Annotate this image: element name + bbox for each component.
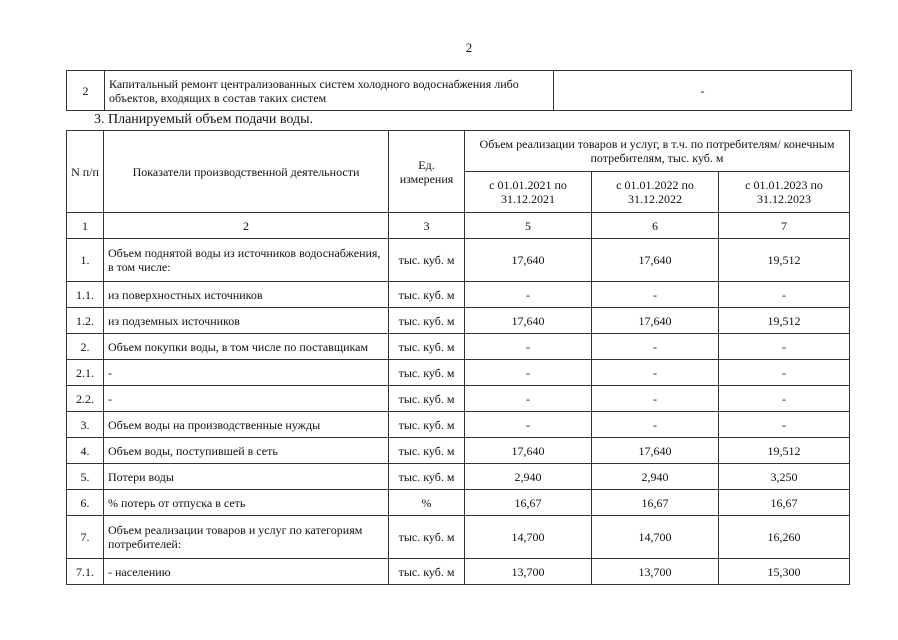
row-indicator-cell: - [104,360,389,386]
header-row [67,131,850,172]
row-number-cell: 7.1. [67,559,104,585]
table-row [67,559,850,585]
row-value-2022: 17,640 [592,239,719,282]
row-value-2023: - [719,360,850,386]
row-unit-cell: тыс. куб. м [389,559,465,585]
header-period-2021: с 01.01.2021 по 31.12.2021 [465,172,592,213]
row-value-2023: - [719,412,850,438]
row-value-2021: 13,700 [465,559,592,585]
row-indicator-cell: Потери воды [104,464,389,490]
top-table [66,70,852,111]
row-indicator-cell: Объем воды, поступившей в сеть [104,438,389,464]
row-value-2021: - [465,334,592,360]
column-number: 7 [719,213,850,239]
row-value-2022: 17,640 [592,438,719,464]
row-value-2023: - [719,386,850,412]
row-value-2021: - [465,282,592,308]
row-value-2023: 19,512 [719,308,850,334]
row-number-cell: 1. [67,239,104,282]
table-row [67,386,850,412]
row-value-2022: 2,940 [592,464,719,490]
row-number-cell: 2. [67,334,104,360]
table-row [67,516,850,559]
row-value-2023: 16,260 [719,516,850,559]
row-value-2021: 14,700 [465,516,592,559]
header-volume-group: Объем реализации товаров и услуг, в т.ч. по потребителям/ конечным потребителям, тыс. куб. м [465,131,850,172]
row-unit-cell: тыс. куб. м [389,412,465,438]
row-indicator-cell: Объем поднятой воды из источников водоснабжения, в том числе: [104,239,389,282]
row-value-2022: - [592,412,719,438]
row-indicator-cell: Объем воды на производственные нужды [104,412,389,438]
table-row [67,360,850,386]
row-value-2021: - [465,386,592,412]
row-value-2023: 19,512 [719,239,850,282]
table-row [67,490,850,516]
row-unit-cell: % [389,490,465,516]
row-value-2023: 3,250 [719,464,850,490]
column-number: 2 [104,213,389,239]
page-number: 2 [465,40,473,55]
row-unit-cell: тыс. куб. м [389,239,465,282]
row-number-cell: 2.2. [67,386,104,412]
table-row [67,438,850,464]
row-indicator-cell: - населению [104,559,389,585]
section-heading: 3. Планируемый объем подачи воды. [94,112,314,127]
row-number-cell: 6. [67,490,104,516]
row-unit-cell: тыс. куб. м [389,308,465,334]
row-indicator-cell: из подземных источников [104,308,389,334]
row-unit-cell: тыс. куб. м [389,360,465,386]
row-number-cell: 3. [67,412,104,438]
row-value-cell: - [554,71,852,111]
table-row [67,464,850,490]
row-number-cell: 2.1. [67,360,104,386]
row-value-2021: 17,640 [465,438,592,464]
row-value-2021: - [465,412,592,438]
row-value-2021: 16,67 [465,490,592,516]
table-row [67,308,850,334]
column-number: 3 [389,213,465,239]
row-unit-cell: тыс. куб. м [389,438,465,464]
row-value-2023: 16,67 [719,490,850,516]
row-value-2023: 15,300 [719,559,850,585]
row-value-2023: - [719,282,850,308]
row-value-2022: - [592,334,719,360]
row-number-cell: 1.2. [67,308,104,334]
header-period-2023: с 01.01.2023 по 31.12.2023 [719,172,850,213]
row-number-cell: 7. [67,516,104,559]
row-indicator-cell: Объем покупки воды, в том числе по поставщикам [104,334,389,360]
row-text-cell: Капитальный ремонт централизованных систем холодного водоснабжения либо объектов, входящих в состав таких систем [105,71,554,111]
row-unit-cell: тыс. куб. м [389,516,465,559]
table-row [67,412,850,438]
column-number: 6 [592,213,719,239]
row-unit-cell: тыс. куб. м [389,464,465,490]
row-value-2022: 17,640 [592,308,719,334]
row-indicator-cell: - [104,386,389,412]
table-row [67,334,850,360]
row-unit-cell: тыс. куб. м [389,282,465,308]
row-unit-cell: тыс. куб. м [389,386,465,412]
row-number-cell: 1.1. [67,282,104,308]
row-number-cell: 5. [67,464,104,490]
row-value-2022: 14,700 [592,516,719,559]
column-numbers-row [67,213,850,239]
row-value-2022: - [592,360,719,386]
row-unit-cell: тыс. куб. м [389,334,465,360]
row-number-cell: 2 [67,71,105,111]
row-value-2021: 17,640 [465,308,592,334]
row-value-2021: 2,940 [465,464,592,490]
row-value-2022: 13,700 [592,559,719,585]
row-value-2022: - [592,282,719,308]
table-row [67,71,852,111]
row-indicator-cell: Объем реализации товаров и услуг по категориям потребителей: [104,516,389,559]
column-number: 5 [465,213,592,239]
row-value-2022: 16,67 [592,490,719,516]
row-value-2021: - [465,360,592,386]
header-unit: Ед. измерения [389,131,465,213]
header-period-2022: с 01.01.2022 по 31.12.2022 [592,172,719,213]
row-value-2023: - [719,334,850,360]
row-value-2023: 19,512 [719,438,850,464]
row-number-cell: 4. [67,438,104,464]
header-indicator: Показатели производственной деятельности [104,131,389,213]
data-rows [67,239,850,585]
row-indicator-cell: из поверхностных источников [104,282,389,308]
column-number: 1 [67,213,104,239]
header-num: N п/п [67,131,104,213]
table-row [67,239,850,282]
row-value-2022: - [592,386,719,412]
table-row [67,282,850,308]
row-value-2021: 17,640 [465,239,592,282]
water-supply-table [66,130,850,585]
row-indicator-cell: % потерь от отпуска в сеть [104,490,389,516]
